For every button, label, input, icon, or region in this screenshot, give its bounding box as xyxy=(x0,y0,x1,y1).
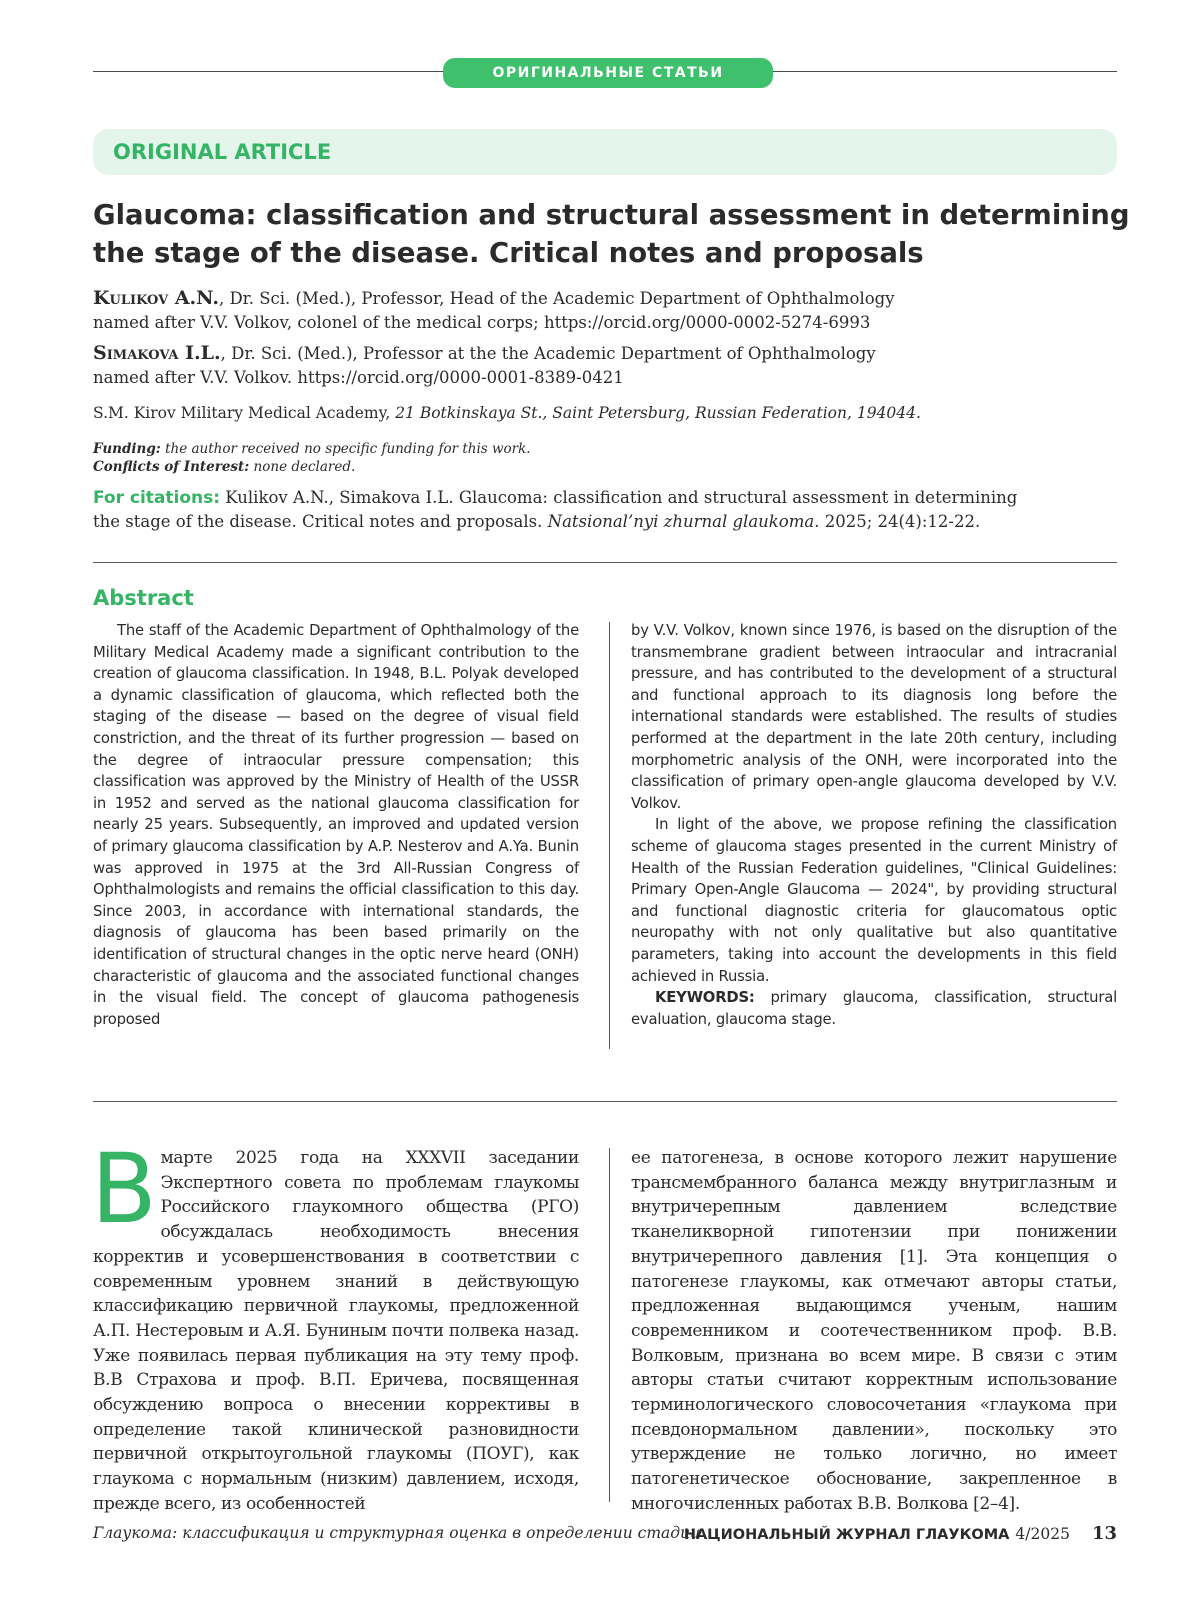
abstract-left-column xyxy=(93,620,579,1030)
author-2-details: named after V.V. Volkov. https://orcid.org/0000-0001-8389-0421 xyxy=(93,366,1093,390)
funding-label: Funding: xyxy=(93,441,161,457)
affiliation-address: 21 Botkinskaya St., Saint Petersburg, Russian Federation, 194044. xyxy=(395,404,921,422)
author-1-name: Kulikov A.N. xyxy=(93,287,219,309)
section-label: ОРИГИНАЛЬНЫЕ СТАТЬИ xyxy=(443,58,773,88)
citation-journal: Natsional’nyi zhurnal glaukoma. xyxy=(548,512,820,531)
keywords xyxy=(631,987,1117,1030)
conflicts-label: Conflicts of Interest: xyxy=(93,459,249,475)
body-right-column xyxy=(631,1146,1117,1517)
author-1-credentials: , Dr. Sci. (Med.), Professor, Head of the Academic Department of Ophthalmology xyxy=(219,289,895,308)
keywords-label: KEYWORDS: xyxy=(655,989,755,1006)
funding-text: the author received no specific funding for this work. xyxy=(161,441,531,457)
article-type-banner xyxy=(93,129,1117,175)
abstract-heading: Abstract xyxy=(93,586,194,610)
body-left-column xyxy=(93,1146,579,1517)
author-2-credentials: , Dr. Sci. (Med.), Professor at the the Academic Department of Ophthalmology xyxy=(221,344,876,363)
abstract-top-rule xyxy=(93,562,1117,563)
article-type: ORIGINAL ARTICLE xyxy=(113,140,331,164)
footer-issue: 4/2025 xyxy=(1015,1525,1070,1543)
citation-label: For citations: xyxy=(93,488,220,508)
funding-statement xyxy=(93,440,531,458)
conflicts-text: none declared. xyxy=(249,459,355,475)
abstract-paragraph-1: The staff of the Academic Department of Ophthalmology of the Military Medical Academy made a significant contribution to the creation of glaucoma classification. In 1948, B.L. Polyak developed a dynamic classification of glaucoma, which reflected both the staging of the disease — based on the degree of visual field constriction, and the threat of its further progression — based on the degree of intraocular pressure compensation; this classification was approved by the Ministry of Health of the USSR in 1952 and served as the national glaucoma classification for nearly 25 years. Subsequently, an improved and updated version of primary glaucoma classification by A.P. Nesterov and A.Ya. Bunin was approved in 1975 at the 3rd All-Russian Congress of Ophthalmologists and remains the official classification to this day. Since 2003, in accordance with international standards, the diagnosis of glaucoma has been based primarily on the identification of structural changes in the optic nerve heard (ONH) characteristic of glaucoma and the associated functional changes in the visual field. The concept of glaucoma pathogenesis proposed xyxy=(93,620,579,1030)
footer-journal-name: НАЦИОНАЛЬНЫЙ ЖУРНАЛ ГЛАУКОМА xyxy=(684,1527,1010,1543)
citation-line-2: the stage of the disease. Critical notes and proposals. xyxy=(93,512,548,531)
affiliation xyxy=(93,404,921,422)
abstract-column-divider xyxy=(609,622,610,1049)
article-title xyxy=(93,196,1123,272)
affiliation-institution: S.M. Kirov Military Medical Academy, xyxy=(93,404,395,422)
author-1 xyxy=(93,286,1093,335)
abstract-bottom-rule xyxy=(93,1101,1117,1102)
abstract-paragraph-2: In light of the above, we propose refining the classification scheme of glaucoma stages presented in the current Ministry of Health of the Russian Federation guidelines, "Clinical Guidelines: Primary Open-Angle Glaucoma — 2024", by providing structural and functional diagnostic criteria for glaucomatous optic neuropathy with not only qualitative but also quantitative parameters, taking into account the developments in this field achieved in Russia. xyxy=(631,814,1117,987)
citation-volume: 2025; 24(4):12-22. xyxy=(819,512,980,531)
running-title: Глаукома: классификация и структурная оценка в определении стадии xyxy=(93,1524,700,1542)
citation-line-1: Kulikov A.N., Simakova I.L. Glaucoma: classification and structural assessment in determining xyxy=(220,488,1017,507)
body-paragraph-1-cont: ее патогенеза, в основе которого лежит нарушение трансмембранного баланса между внутриглазным и внутричерепным давлением вследствие тканеликворной гипотензии при понижении внутричерепного давления [1]. Эта концепция о патогенезе глаукомы, как отмечают авторы статьи, предложенная выдающимся ученым, нашим современником и соотечественником проф. В.В. Волковым, признана во всем мире. В связи с этим авторы статьи считают корректным использование терминологического словосочетания «глаукома при псевдонормальном давлении», поскольку это утверждение не только логично, но имеет патогенетическое обоснование, закрепленное в многочисленных работах В.В. Волкова [2–4]. xyxy=(631,1148,1117,1514)
author-2-name: Simakova I.L. xyxy=(93,342,221,364)
footer-journal-info xyxy=(684,1523,1117,1544)
title-line-1: Glaucoma: classification and structural assessment in determining xyxy=(93,196,1123,234)
page-number: 13 xyxy=(1092,1523,1117,1544)
title-line-2: the stage of the disease. Critical notes and proposals xyxy=(93,234,1123,272)
author-2 xyxy=(93,341,1093,390)
drop-cap: В xyxy=(91,1146,157,1232)
disclosures xyxy=(93,440,531,476)
citation xyxy=(93,486,1117,534)
abstract-paragraph-1-cont: by V.V. Volkov, known since 1976, is based on the disruption of the transmembrane gradient between intraocular and intracranial pressure, and has contributed to the development of a structural and functional approach to its diagnosis long before the international standards were established. The results of studies performed at the department in the late 20th century, including morphometric analysis of the ONH, were incorporated into the classification of primary open-angle glaucoma developed by V.V. Volkov. xyxy=(631,620,1117,814)
keywords-text: primary glaucoma, classification, structural evaluation, glaucoma stage. xyxy=(631,989,1117,1028)
author-1-details: named after V.V. Volkov, colonel of the medical corps; https://orcid.org/0000-0002-5274-6993 xyxy=(93,311,1093,335)
body-paragraph-1: марте 2025 года на XXXVII заседании Экспертного совета по проблемам глаукомы Российского глаукомного общества (РГО) обсуждалась необходимость внесения корректив и усовершенствования в соответствии с современным уровнем знаний в действующую классификацию первичной глаукомы, предложенной А.П. Нестеровым и А.Я. Буниным почти полвека назад. Уже появилась первая публикация на эту тему проф. В.В Страхова и проф. В.П. Еричева, посвященная обсуждению вопроса о внесении коррективы в определение такой клинической разновидности первичной открытоугольной глаукомы (ПОУГ), как глаукома с нормальным (низким) давлением, исходя, прежде всего, из особенностей xyxy=(93,1148,579,1514)
conflicts-statement xyxy=(93,458,531,476)
body-column-divider xyxy=(609,1148,610,1502)
abstract-right-column xyxy=(631,620,1117,1030)
